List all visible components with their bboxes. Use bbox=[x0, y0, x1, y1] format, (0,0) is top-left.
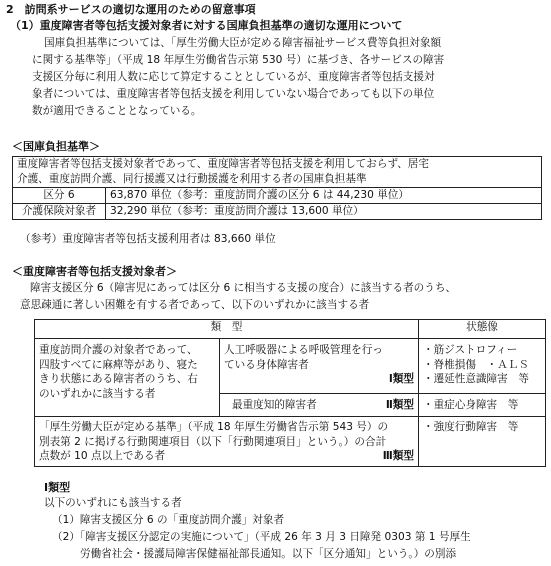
left-group-line: のいずれかに該当する者 bbox=[39, 387, 156, 400]
type1-state: ・筋ジストロフィー bbox=[423, 344, 518, 356]
type3-label: Ⅲ類型 bbox=[382, 450, 414, 462]
type1-state: ・脊椎損傷 ・ＡＬＳ bbox=[423, 358, 529, 371]
type3-cell bbox=[35, 417, 419, 467]
kokko-description-line: 重度障害者等包括支援対象者であって、重度障害者等包括支援を利用しておらず、居宅 bbox=[17, 158, 429, 170]
type3-line: 「厚生労働大臣が定める基準」（平成 18 年厚生労働省告示第 543 号）の bbox=[39, 421, 389, 433]
kokko-row-label: 区分 6 bbox=[13, 188, 106, 204]
left-group-line: 重度訪問介護の対象者であって、 bbox=[39, 344, 198, 356]
type1-section-lead: 以下のいずれにも該当する者 bbox=[44, 497, 182, 509]
type3-line-last bbox=[39, 449, 414, 464]
type2-state: ・重症心身障害 等 bbox=[419, 394, 546, 417]
kokko-row-label: 介護保険対象者 bbox=[13, 204, 106, 220]
target-heading: ＜重度障害者等包括支援対象者＞ bbox=[12, 265, 177, 278]
type1-section-item: （1）障害支援区分 6 の「重度訪問介護」対象者 bbox=[52, 514, 285, 526]
type1-section-item: 労働省社会・援護局障害保健福祉部長通知。以下「区分通知」という。）の別添 bbox=[80, 548, 457, 560]
col-type-header: 類 型 bbox=[35, 320, 419, 339]
subsection-title: （1）重度障害者等包括支援対象者に対する国庫負担基準の適切な運用について bbox=[10, 19, 403, 32]
col-state-header: 状態像 bbox=[419, 320, 546, 339]
type2-text: 最重度知的障害者 bbox=[232, 398, 317, 411]
type1-line: ている身体障害者 bbox=[224, 358, 309, 371]
intro-line: 数が適用できることとなっている。 bbox=[32, 105, 202, 117]
type2-label: Ⅱ類型 bbox=[385, 398, 414, 411]
left-group-line: 四肢すべてに麻痺等があり、寝た bbox=[39, 358, 198, 371]
kokko-note: （参考）重度障害者等包括支援利用者は 83,660 単位 bbox=[20, 233, 276, 245]
kokko-description bbox=[13, 157, 542, 188]
section-title: 2 訪問系サービスの適切な運用のための留意事項 bbox=[6, 3, 256, 16]
type1-state: ・遷延性意識障害 等 bbox=[423, 373, 529, 385]
type1-line: 人工呼吸器による呼吸管理を行っ bbox=[224, 344, 383, 356]
kokko-row-value: 32,290 単位（参考：重度訪問介護は 13,600 単位） bbox=[106, 204, 542, 220]
kokko-heading: ＜国庫負担基準＞ bbox=[12, 140, 100, 153]
target-table bbox=[34, 319, 546, 467]
kokko-description-line: 介護、重度訪問介護、同行援護又は行動援護を利用する者の国庫負担基準 bbox=[17, 173, 367, 185]
intro-line: に関する基準等」（平成 18 年厚生労働省告示第 530 号）に基づき、各サービスの障害 bbox=[32, 54, 445, 66]
left-group-cell bbox=[35, 339, 220, 417]
left-group-line: きり状態にある障害者のうち、右 bbox=[39, 373, 198, 385]
intro-paragraph bbox=[32, 35, 542, 120]
kokko-row-value: 63,870 単位（参考：重度訪問介護の区分 6 は 44,230 単位） bbox=[106, 188, 542, 204]
type3-line: 点数が 10 点以上である者 bbox=[39, 450, 166, 462]
kokko-table bbox=[12, 156, 542, 220]
intro-line: 国庫負担基準については、「厚生労働大臣が定める障害福祉サービス費等負担対象額 bbox=[44, 37, 442, 49]
target-lead-line: 障害支援区分 6（障害児にあっては区分 6 に相当する支援の度合）に該当する者のうち、 bbox=[30, 282, 457, 294]
type1-cell bbox=[220, 339, 419, 394]
type3-line: 別表第 2 に掲げる行動関連項目（以下「行動関連項目」という。）の合計 bbox=[39, 435, 387, 448]
target-lead-line: 意思疎通に著しい困難を有する者であって、以下のいずれかに該当する者 bbox=[20, 299, 370, 311]
intro-line: 支援区分毎に利用人数に応じて算定することとしているが、重度障害者等包括支援対 bbox=[32, 71, 435, 83]
intro-line: 象者については、重度障害者等包括支援を利用していない場合であっても以下の単位 bbox=[32, 88, 435, 100]
type1-section-heading: Ⅰ類型 bbox=[44, 481, 71, 494]
type1-states-cell bbox=[419, 339, 546, 394]
type3-state: ・強度行動障害 等 bbox=[419, 417, 546, 467]
type2-cell bbox=[220, 394, 419, 417]
type1-section-item: （2）「障害支援区分認定の実施について」（平成 26 年 3 月 3 日障発 0303 第 1 号厚生 bbox=[52, 531, 471, 543]
type1-label: Ⅰ類型 bbox=[388, 373, 414, 385]
